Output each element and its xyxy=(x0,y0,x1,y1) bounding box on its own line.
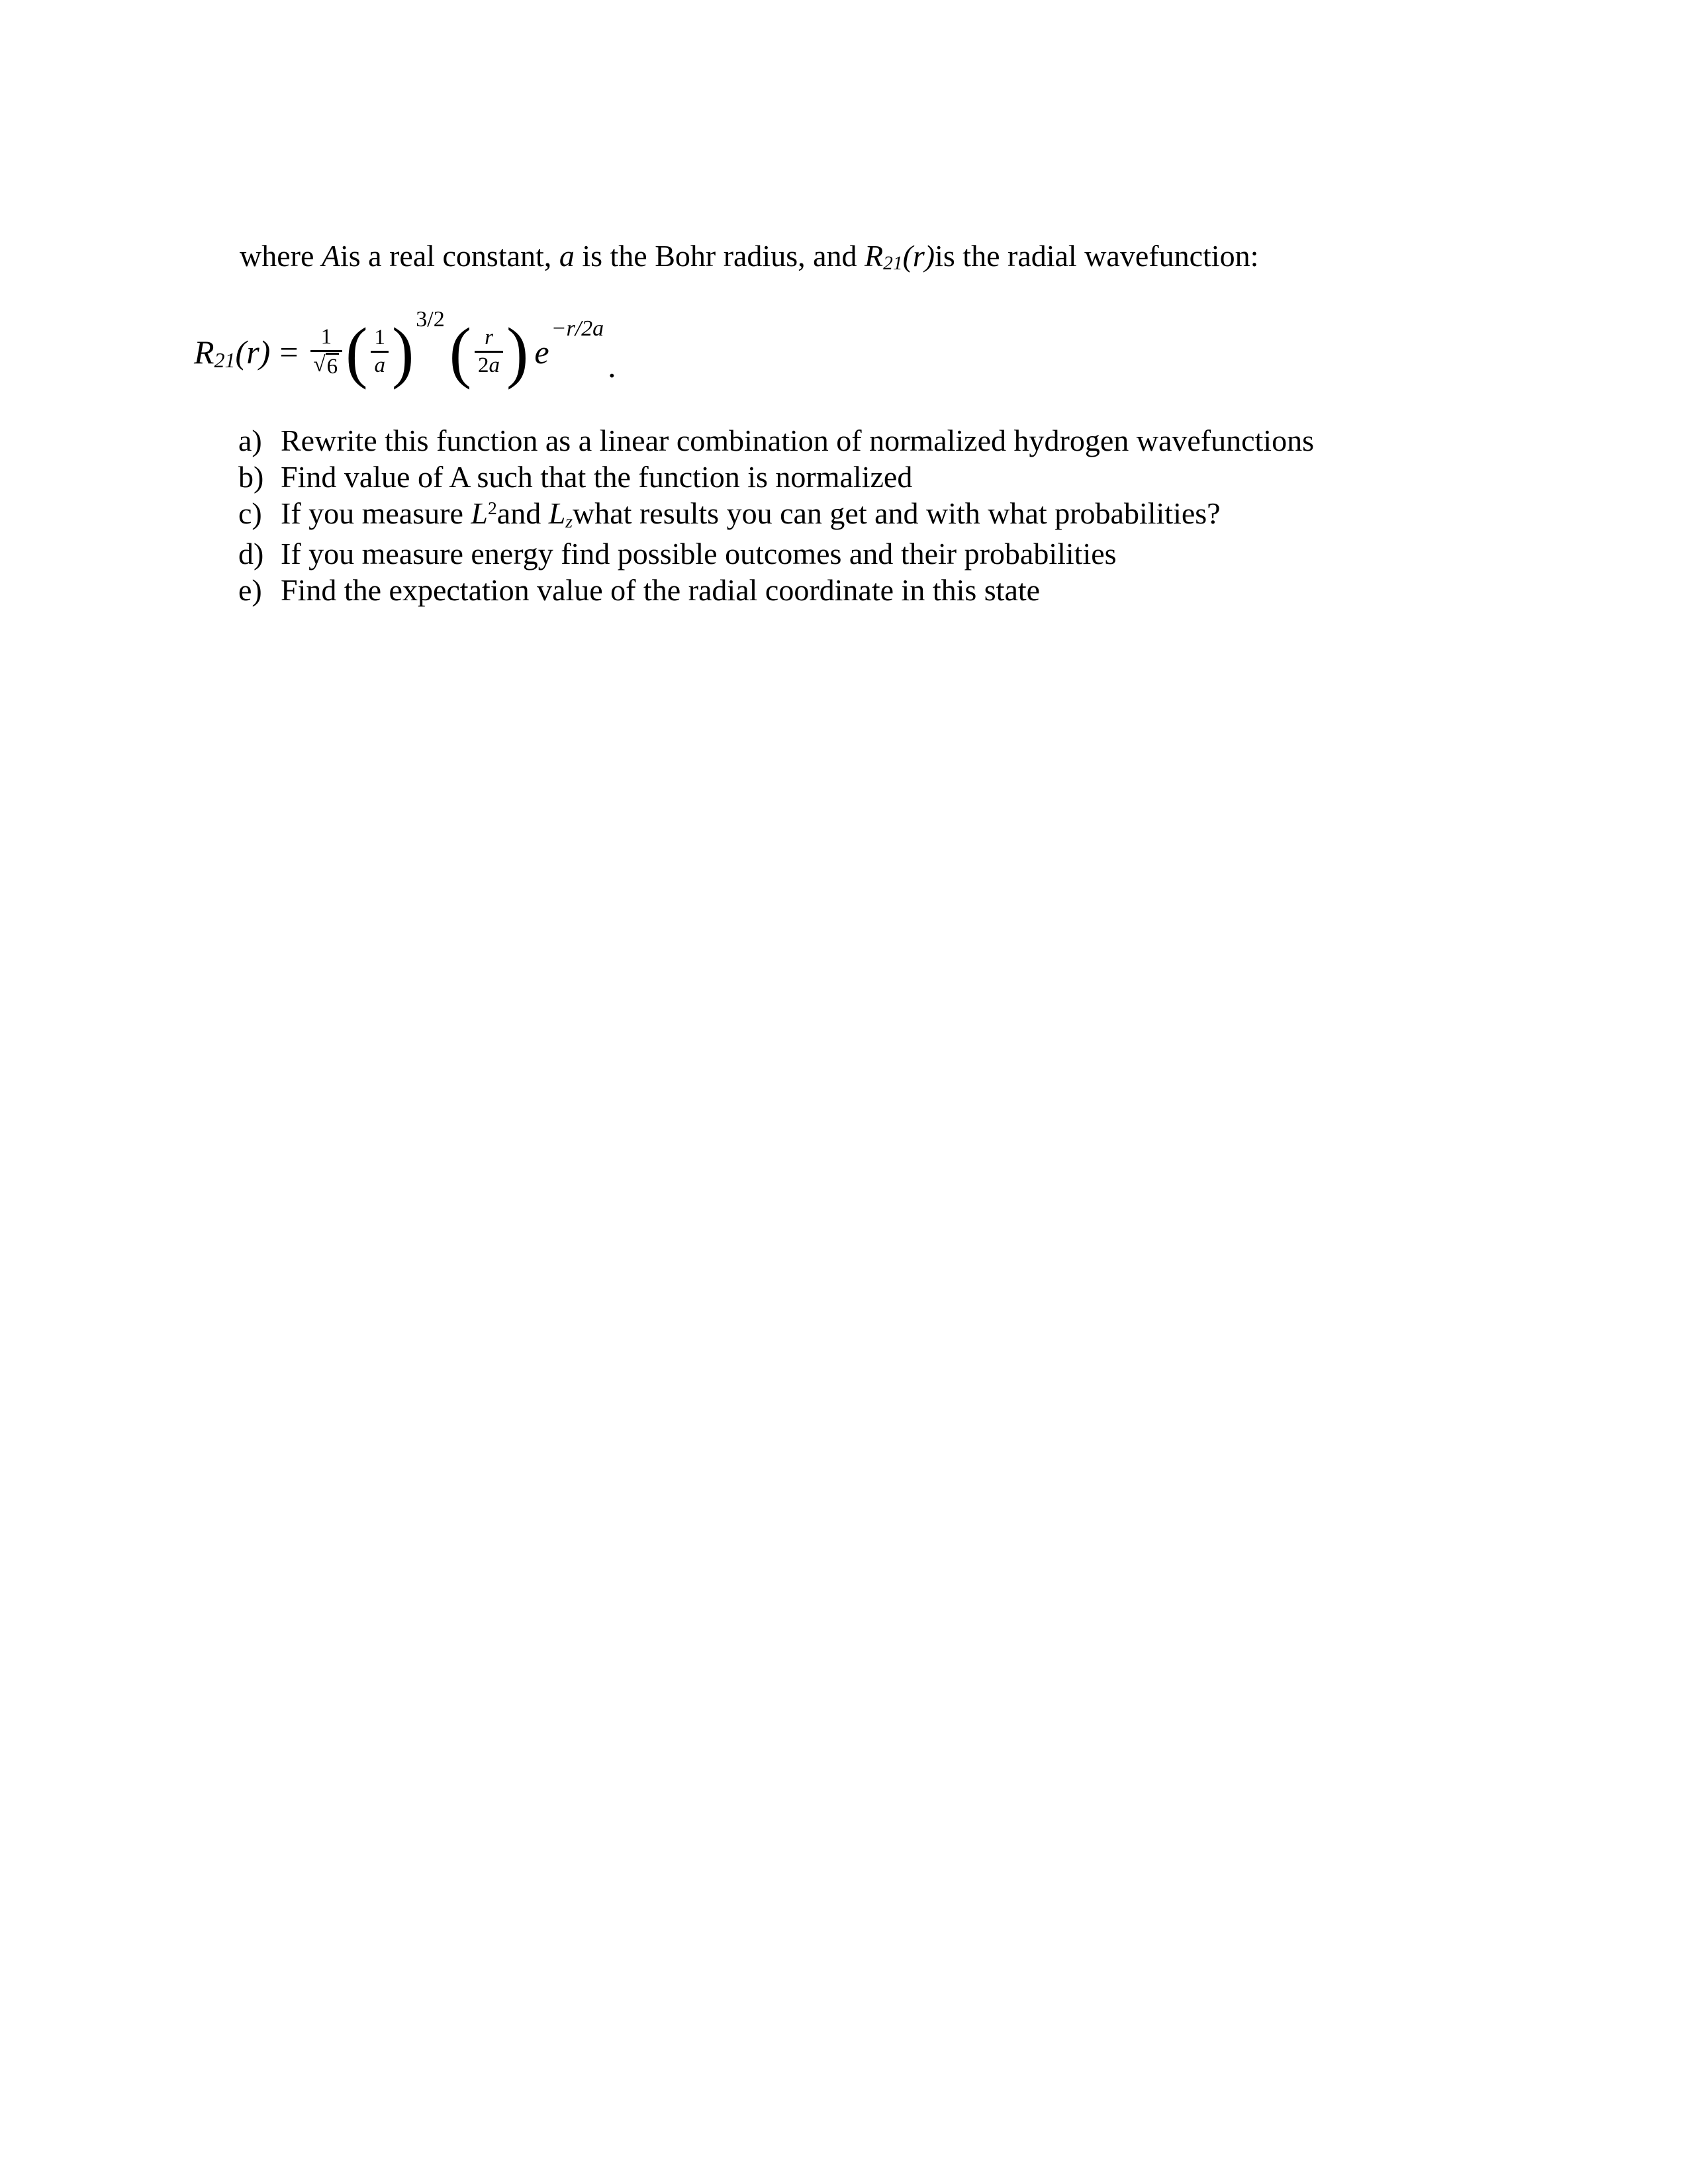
euler-e: e xyxy=(534,334,549,371)
question-a xyxy=(194,422,1584,459)
r-over-2a-fraction: $\frac{r}{2a}$ xyxy=(475,326,503,379)
question-a-label: a) xyxy=(238,424,262,457)
radial-wavefunction-symbol: R21(r) xyxy=(865,239,935,275)
document-content xyxy=(194,203,1584,608)
question-list xyxy=(194,422,1584,608)
radial-wavefunction-equation: R 21 (r) = 1 √ 6 ( $\frac{1}{a}$ ) 3/2 ( $\frac{r}{2a}$ ) e −r/2a . xyxy=(194,307,616,390)
question-e-text: Find the expectation value of the radial coordinate in this state xyxy=(281,573,1041,607)
equals-sign: = xyxy=(279,334,299,371)
question-d-label: d) xyxy=(238,537,264,570)
intro-text: is a real constant, xyxy=(340,239,559,273)
question-a-text: Rewrite this function as a linear combination of normalized hydrogen wavefunctions xyxy=(281,424,1314,457)
coefficient-fraction: 1 √ 6 xyxy=(310,325,343,380)
question-b-label: b) xyxy=(238,460,264,494)
question-e-label: e) xyxy=(238,573,262,607)
question-d xyxy=(194,535,1584,572)
intro-text: where xyxy=(240,239,322,273)
subscript-21: 21 xyxy=(883,253,903,275)
exponential-argument: −r/2a xyxy=(551,316,604,341)
question-c-text: If you measure $L^2and$ Lzwhat results you can get and with what probabilities? xyxy=(281,496,1221,532)
bohr-radius-symbol: a xyxy=(559,239,575,273)
intro-text: is the Bohr radius, and xyxy=(574,239,865,273)
question-c-label: c) xyxy=(238,496,262,530)
question-c xyxy=(194,495,1584,535)
L-squared-symbol: L xyxy=(471,496,488,530)
question-b-text: Find value of A such that the function is normalized xyxy=(281,460,913,494)
one-over-a-fraction: $\frac{1}{a}$ xyxy=(371,326,389,379)
exponent-three-halves: 3/2 xyxy=(416,307,445,332)
L-z-symbol: L xyxy=(548,496,566,530)
question-b xyxy=(194,459,1584,495)
intro-text: is the radial wavefunction: xyxy=(935,239,1259,273)
radical-sign: √ xyxy=(313,352,326,377)
subscript-21: 21 xyxy=(214,347,236,372)
formula-period: . xyxy=(608,347,616,385)
question-d-text: If you measure energy find possible outcomes and their probabilities xyxy=(281,537,1117,570)
intro-line xyxy=(194,203,1584,314)
equation-lhs: R 21 (r) xyxy=(194,334,271,372)
constant-A-symbol: A xyxy=(321,239,340,273)
question-e xyxy=(194,572,1584,608)
